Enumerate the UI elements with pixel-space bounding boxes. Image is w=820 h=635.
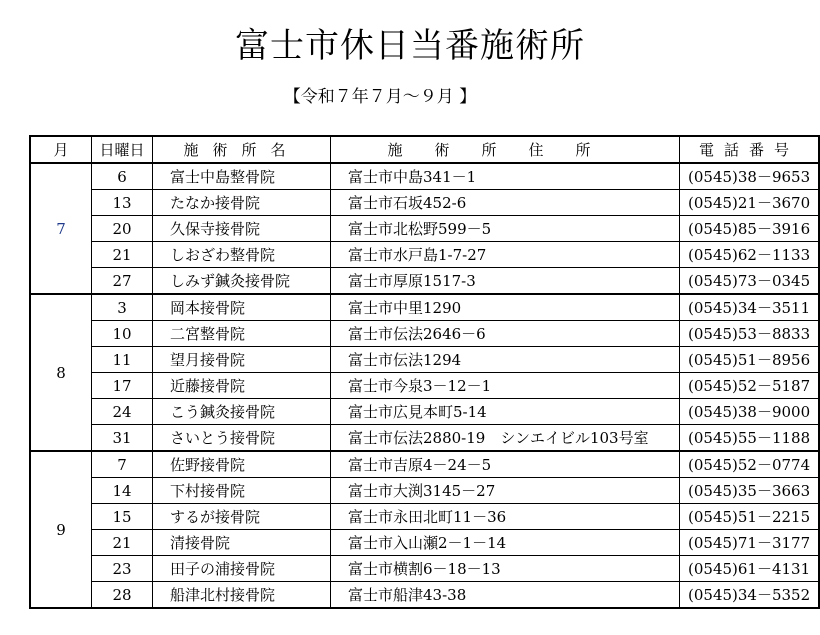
- address-cell: 富士市北松野599－5: [331, 216, 680, 242]
- header-row: [30, 136, 819, 163]
- table-row: [30, 321, 819, 347]
- day-cell: 7: [92, 451, 153, 478]
- day-cell: 28: [92, 582, 153, 609]
- tel-cell: (0545)52－5187: [680, 373, 820, 399]
- tel-cell: (0545)38－9000: [680, 399, 820, 425]
- tel-cell: (0545)71－3177: [680, 530, 820, 556]
- name-cell: 望月接骨院: [153, 347, 331, 373]
- name-cell: 船津北村接骨院: [153, 582, 331, 609]
- day-cell: 21: [92, 530, 153, 556]
- tel-cell: (0545)62－1133: [680, 242, 820, 268]
- header-tel: 電話番号: [680, 136, 820, 163]
- page-title: 富士市休日当番施術所: [235, 26, 585, 66]
- name-cell: しみず鍼灸接骨院: [153, 268, 331, 295]
- address-cell: 富士市大渕3145－27: [331, 478, 680, 504]
- tel-cell: (0545)34－5352: [680, 582, 820, 609]
- table-row: [30, 242, 819, 268]
- tel-cell: (0545)51－8956: [680, 347, 820, 373]
- name-cell: 下村接骨院: [153, 478, 331, 504]
- address-cell: 富士市横割6－18－13: [331, 556, 680, 582]
- name-cell: 岡本接骨院: [153, 294, 331, 321]
- table-row: [30, 478, 819, 504]
- table-row: [30, 347, 819, 373]
- table-row: [30, 268, 819, 295]
- address-cell: 富士市伝法2880-19 シンエイビル103号室: [331, 425, 680, 452]
- header-month: 月: [30, 136, 92, 163]
- table-row: [30, 163, 819, 190]
- table-row: [30, 504, 819, 530]
- address-cell: 富士市水戸島1‐7‐27: [331, 242, 680, 268]
- table-row: [30, 530, 819, 556]
- address-cell: 富士市広見本町5-14: [331, 399, 680, 425]
- name-cell: 近藤接骨院: [153, 373, 331, 399]
- header-day: 日曜日: [92, 136, 153, 163]
- schedule-table: [29, 135, 820, 609]
- address-cell: 富士市伝法1294: [331, 347, 680, 373]
- table-row: [30, 425, 819, 452]
- table-header: [30, 136, 819, 163]
- address-cell: 富士市吉原4－24－5: [331, 451, 680, 478]
- name-cell: 田子の浦接骨院: [153, 556, 331, 582]
- name-cell: するが接骨院: [153, 504, 331, 530]
- name-cell: 二宮整骨院: [153, 321, 331, 347]
- address-cell: 富士市厚原1517‐3: [331, 268, 680, 295]
- name-cell: さいとう接骨院: [153, 425, 331, 452]
- table-row: [30, 373, 819, 399]
- day-cell: 14: [92, 478, 153, 504]
- table-row: [30, 451, 819, 478]
- name-cell: しおざわ整骨院: [153, 242, 331, 268]
- tel-cell: (0545)73－0345: [680, 268, 820, 295]
- address-cell: 富士市石坂452-6: [331, 190, 680, 216]
- day-cell: 3: [92, 294, 153, 321]
- header-name: 施術所名: [153, 136, 331, 163]
- table-body: [30, 163, 819, 608]
- day-cell: 15: [92, 504, 153, 530]
- header-address: 施術所住所: [331, 136, 680, 163]
- month-cell: 9: [30, 451, 92, 608]
- name-cell: たなか接骨院: [153, 190, 331, 216]
- name-cell: 清接骨院: [153, 530, 331, 556]
- day-cell: 6: [92, 163, 153, 190]
- address-cell: 富士市船津43-38: [331, 582, 680, 609]
- address-cell: 富士市永田北町11－36: [331, 504, 680, 530]
- day-cell: 21: [92, 242, 153, 268]
- address-cell: 富士市中島341－1: [331, 163, 680, 190]
- name-cell: 久保寺接骨院: [153, 216, 331, 242]
- tel-cell: (0545)55－1188: [680, 425, 820, 452]
- day-cell: 20: [92, 216, 153, 242]
- address-cell: 富士市中里1290: [331, 294, 680, 321]
- tel-cell: (0545)34－3511: [680, 294, 820, 321]
- table-row: [30, 294, 819, 321]
- page-subtitle: 【令和７年７月～９月 】: [283, 87, 477, 107]
- day-cell: 13: [92, 190, 153, 216]
- address-cell: 富士市伝法2646－6: [331, 321, 680, 347]
- day-cell: 10: [92, 321, 153, 347]
- day-cell: 24: [92, 399, 153, 425]
- day-cell: 23: [92, 556, 153, 582]
- day-cell: 31: [92, 425, 153, 452]
- address-cell: 富士市入山瀬2－1－14: [331, 530, 680, 556]
- tel-cell: (0545)52－0774: [680, 451, 820, 478]
- name-cell: こう鍼灸接骨院: [153, 399, 331, 425]
- tel-cell: (0545)21－3670: [680, 190, 820, 216]
- table-row: [30, 216, 819, 242]
- month-cell: 7: [30, 163, 92, 294]
- tel-cell: (0545)38－9653: [680, 163, 820, 190]
- table-row: [30, 399, 819, 425]
- address-cell: 富士市今泉3－12－1: [331, 373, 680, 399]
- day-cell: 27: [92, 268, 153, 295]
- name-cell: 富士中島整骨院: [153, 163, 331, 190]
- tel-cell: (0545)61－4131: [680, 556, 820, 582]
- day-cell: 17: [92, 373, 153, 399]
- month-cell: 8: [30, 294, 92, 451]
- table-row: [30, 190, 819, 216]
- tel-cell: (0545)35－3663: [680, 478, 820, 504]
- table-row: [30, 556, 819, 582]
- tel-cell: (0545)51－2215: [680, 504, 820, 530]
- name-cell: 佐野接骨院: [153, 451, 331, 478]
- day-cell: 11: [92, 347, 153, 373]
- table-row: [30, 582, 819, 609]
- tel-cell: (0545)53－8833: [680, 321, 820, 347]
- tel-cell: (0545)85－3916: [680, 216, 820, 242]
